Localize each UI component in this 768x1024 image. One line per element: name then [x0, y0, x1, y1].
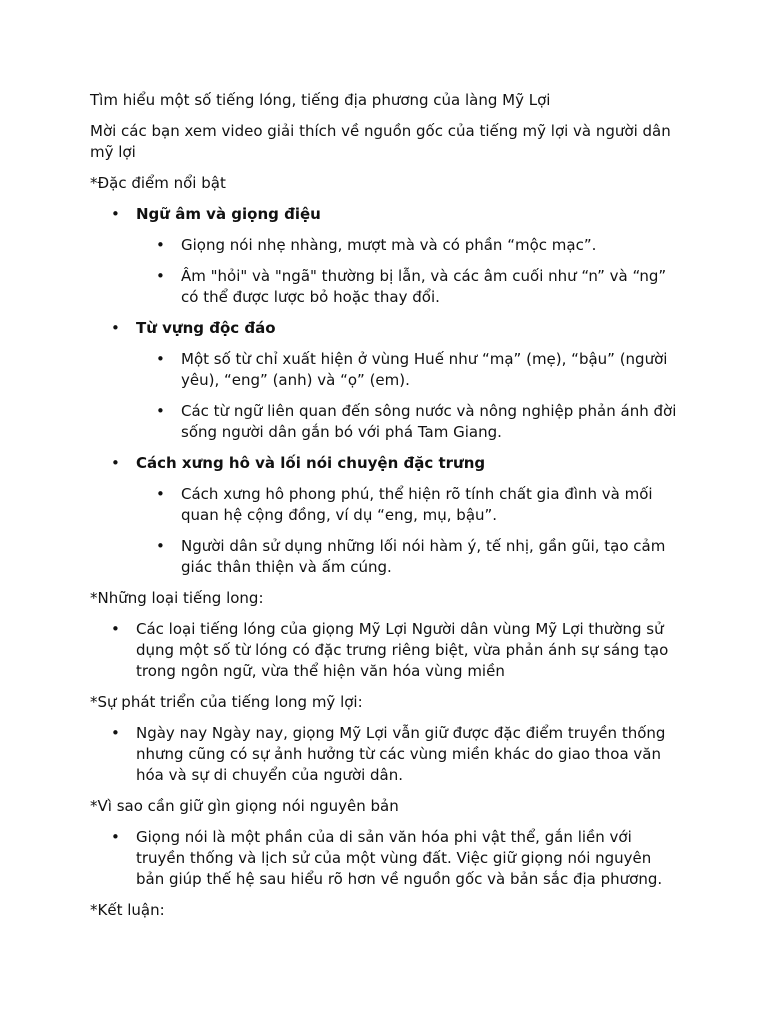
development-list [90, 723, 680, 786]
section-heading-features: *Đặc điểm nổi bật [90, 174, 226, 192]
slang-types-list [90, 619, 680, 682]
section-heading-preservation: *Vì sao cần giữ gìn giọng nói nguyên bản [90, 797, 399, 815]
list-item: • Giọng nói là một phần của di sản văn hóa phi vật thể, gắn liền với truyền thống và lịch sử của một vùng đất. Việc giữ giọng nói nguyên bản giúp thế hệ sau hiểu rõ hơn về nguồn gốc và bản sắc địa phương. [136, 827, 680, 890]
preservation-list [90, 827, 680, 890]
list-item: • Giọng nói nhẹ nhàng, mượt mà và có phần “mộc mạc”. [181, 235, 680, 256]
section-heading-development: *Sự phát triển của tiếng long mỹ lợi: [90, 693, 363, 711]
addressing-sublist [90, 484, 680, 578]
list-item: • Các từ ngữ liên quan đến sông nước và nông nghiệp phản ánh đời sống người dân gắn bó với phá Tam Giang. [181, 401, 680, 443]
list-item: • Ngày nay Ngày nay, giọng Mỹ Lợi vẫn giữ được đặc điểm truyền thống nhưng cũng có sự ảnh hưởng từ các vùng miền khác do giao thoa văn hóa và sự di chuyển của người dân. [136, 723, 680, 786]
phonetics-sublist [90, 235, 680, 308]
document-content [90, 90, 680, 931]
section-heading-slang-types: *Những loại tiếng long: [90, 589, 264, 607]
feature-group-vocabulary [136, 318, 680, 339]
list-item: • Một số từ chỉ xuất hiện ở vùng Huế như “mạ” (mẹ), “bậu” (người yêu), “eng” (anh) và “ọ” (em). [181, 349, 680, 391]
feature-group-addressing [136, 453, 680, 474]
features-list-2 [90, 318, 680, 339]
feature-group-title: Ngữ âm và giọng điệu [136, 205, 321, 223]
intro-paragraph: Mời các bạn xem video giải thích về nguồn gốc của tiếng mỹ lợi và người dân mỹ lợi [90, 122, 671, 161]
list-item: • Âm "hỏi" và "ngã" thường bị lẫn, và các âm cuối như “n” và “ng” có thể được lược bỏ hoặc thay đổi. [181, 266, 680, 308]
features-list-3 [90, 453, 680, 474]
feature-group-title: Cách xưng hô và lối nói chuyện đặc trưng [136, 454, 486, 472]
feature-group-title: Từ vựng độc đáo [136, 319, 276, 337]
document-title: Tìm hiểu một số tiếng lóng, tiếng địa phương của làng Mỹ Lợi [90, 91, 551, 109]
vocabulary-sublist [90, 349, 680, 443]
list-item: • Người dân sử dụng những lối nói hàm ý, tế nhị, gần gũi, tạo cảm giác thân thiện và ấm cúng. [181, 536, 680, 578]
list-item: • Các loại tiếng lóng của giọng Mỹ Lợi Người dân vùng Mỹ Lợi thường sử dụng một số từ lóng có đặc trưng riêng biệt, vừa phản ánh sự sáng tạo trong ngôn ngữ, vừa thể hiện văn hóa vùng miền [136, 619, 680, 682]
features-list [90, 204, 680, 225]
feature-group-phonetics [136, 204, 680, 225]
section-heading-conclusion: *Kết luận: [90, 901, 165, 919]
list-item: • Cách xưng hô phong phú, thể hiện rõ tính chất gia đình và mối quan hệ cộng đồng, ví dụ “eng, mụ, bậu”. [181, 484, 680, 526]
